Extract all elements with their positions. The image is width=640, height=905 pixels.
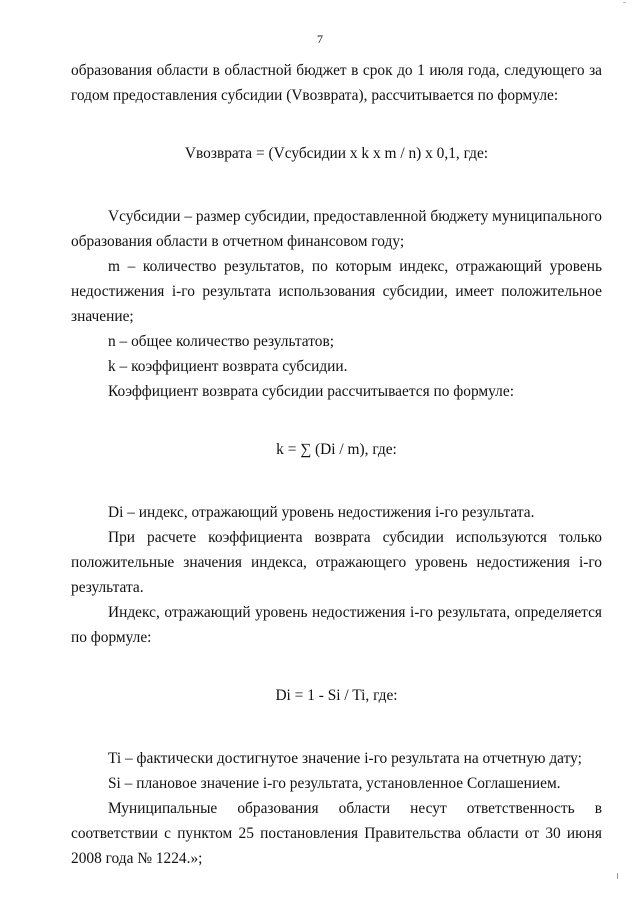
paragraph-continuation: образования области в областной бюджет в срок до 1 июля года, следующего за годом предоставления субсидии (Vвозврата), рассчитывается по формуле: <box>71 62 602 104</box>
definition-di: Di – индекс, отражающий уровень недостижения i-го результата. <box>108 504 535 521</box>
formula-coefficient: k = ∑ (Di / m), где: <box>276 441 397 458</box>
formula-index: Di = 1 - Si / Ti, где: <box>275 687 398 704</box>
paragraph-index-intro: Индекс, отражающий уровень недостижения i-го результата, определяется по формуле: <box>71 604 602 646</box>
scan-mark <box>623 2 626 3</box>
definition-k: k – коэффициент возврата субсидии. <box>108 358 348 375</box>
paragraph-responsibility: Муниципальные образования области несут ответственность в соответствии с пунктом 25 постановления Правительства области от 30 июня 2008 года № 1224.»; <box>71 800 602 867</box>
definition-m: m – количество результатов, по которым индекс, отражающий уровень недостижения i-го результата использования субсидии, имеет положительное значение; <box>71 258 602 325</box>
paragraph-positive-values: При расчете коэффициента возврата субсидии используются только положительные значения индекса, отражающего уровень недостижения i-го результата. <box>71 529 602 596</box>
definition-v-subsidy: Vсубсидии – размер субсидии, предоставленной бюджету муниципального образования области в отчетном финансовом году; <box>71 208 602 250</box>
definition-ti: Ti – фактически достигнутое значение i-го результата на отчетную дату; <box>108 750 582 767</box>
formula-return-volume: Vвозврата = (Vсубсидии x k x m / n) x 0,1, где: <box>184 145 489 162</box>
definition-n: n – общее количество результатов; <box>108 333 335 350</box>
paragraph-coefficient-intro: Коэффициент возврата субсидии рассчитывается по формуле: <box>108 383 514 400</box>
document-body <box>71 58 602 871</box>
page-number: 7 <box>317 32 323 46</box>
scan-mark <box>617 873 618 879</box>
definition-si: Si – плановое значение i-го результата, установленное Соглашением. <box>108 775 561 792</box>
